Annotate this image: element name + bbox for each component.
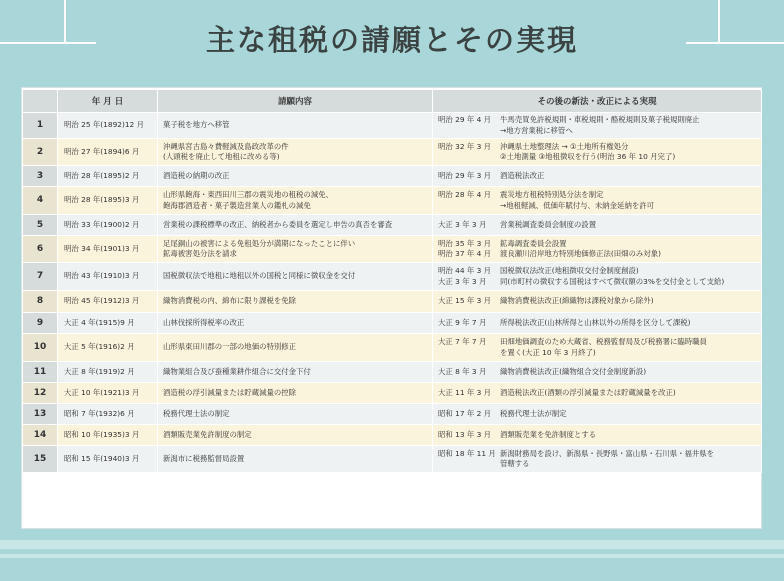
petition-date: 明治 25 年(1892)12 月 bbox=[58, 113, 158, 139]
result-date: 明治 29 年 3 月 bbox=[438, 170, 492, 180]
row-number: 4 bbox=[23, 187, 58, 215]
petition-date: 大正 10 年(1921)3 月 bbox=[58, 383, 158, 404]
realization-result bbox=[433, 263, 762, 291]
page-title: 主な租税の請願とその実現 bbox=[205, 22, 578, 57]
result-line bbox=[438, 266, 756, 277]
result-text: 管轄する bbox=[500, 459, 530, 468]
result-line bbox=[438, 201, 756, 212]
title-band bbox=[0, 10, 784, 66]
realization-result bbox=[433, 446, 762, 473]
result-date: 明治 29 年 4 月 bbox=[438, 115, 492, 124]
header-content: 請願内容 bbox=[158, 90, 433, 113]
row-number: 10 bbox=[23, 334, 58, 362]
petition-content bbox=[158, 383, 433, 404]
result-text: を置く(大正 10 年 3 月終了) bbox=[500, 347, 596, 357]
bottom-band-1 bbox=[0, 540, 784, 549]
realization-result bbox=[433, 313, 762, 334]
table-row bbox=[23, 404, 762, 425]
header-date: 年 月 日 bbox=[58, 90, 158, 113]
petition-date: 大正 4 年(1915)9 月 bbox=[58, 313, 158, 334]
petition-content bbox=[158, 404, 433, 425]
result-date: 大正 3 年 3 月 bbox=[438, 276, 487, 286]
result-text: 牛馬売買免許税規則・車税規則・酪税規則及菓子税規則廃止 bbox=[500, 115, 700, 124]
realization-result bbox=[433, 139, 762, 166]
row-number: 2 bbox=[23, 139, 58, 166]
result-date bbox=[438, 152, 500, 163]
petition-content-line: 酒類販売業免許制度の制定 bbox=[163, 429, 252, 439]
petition-content bbox=[158, 334, 433, 362]
petition-content-line: 営業税の課税標準の改正、納税者から委員を選定し申告の真否を審査 bbox=[163, 219, 393, 229]
row-number: 3 bbox=[23, 166, 58, 187]
result-text: 渡良瀬川沿岸地方特別地価修正法(田畑のみ対象) bbox=[500, 249, 661, 258]
result-text: 酒造税法改正 bbox=[500, 170, 545, 180]
realization-result bbox=[433, 404, 762, 425]
petition-date: 明治 28 年(1895)2 月 bbox=[58, 166, 158, 187]
result-date: 昭和 13 年 3 月 bbox=[438, 429, 492, 439]
petition-content-line: 国税徴収法で地租に地租以外の国税と同様に徴収金を交付 bbox=[163, 271, 356, 281]
petition-content-line: 織物消費税の内、綿布に限り課税を免除 bbox=[163, 296, 297, 306]
result-text: 所得税法改正(山林所得と山林以外の所得を区分して課税) bbox=[500, 317, 691, 327]
result-text: 税務代理士法が制定 bbox=[500, 408, 567, 418]
row-number: 12 bbox=[23, 383, 58, 404]
result-date: 大正 8 年 3 月 bbox=[438, 366, 487, 376]
petition-content-line: 新潟市に税務監督局設置 bbox=[163, 453, 245, 463]
table-row bbox=[23, 139, 762, 166]
result-text: 国税徴収法改正(地租徴収交付金制度創設) bbox=[500, 266, 639, 275]
result-text: 酒類販売業を免許制度とする bbox=[500, 429, 597, 439]
table-row bbox=[23, 425, 762, 446]
petition-content bbox=[158, 113, 433, 139]
row-number: 13 bbox=[23, 404, 58, 425]
petition-date: 昭和 10 年(1935)3 月 bbox=[58, 425, 158, 446]
result-date: 明治 28 年 4 月 bbox=[438, 190, 492, 199]
table-row bbox=[23, 113, 762, 139]
result-date: 明治 37 年 4 月 bbox=[438, 249, 492, 258]
result-text: 震災地方租税特別処分法を制定 bbox=[500, 190, 604, 199]
result-line bbox=[438, 449, 756, 460]
result-date bbox=[438, 201, 500, 212]
petition-content bbox=[158, 263, 433, 291]
petition-date: 明治 28 年(1895)3 月 bbox=[58, 187, 158, 215]
result-line bbox=[438, 126, 756, 137]
result-date bbox=[438, 126, 500, 137]
petition-content bbox=[158, 362, 433, 383]
realization-result bbox=[433, 362, 762, 383]
result-line bbox=[438, 142, 756, 153]
petition-content-line: 酒造税の納期の改正 bbox=[163, 170, 230, 180]
petition-date: 明治 33 年(1900)2 月 bbox=[58, 215, 158, 236]
petition-content-line: 鉱毒被害処分法を請求 bbox=[163, 249, 237, 258]
petition-date: 明治 34 年(1901)3 月 bbox=[58, 236, 158, 263]
result-text: 営業税調査委員会制度の設置 bbox=[500, 219, 597, 229]
petition-content-line: (人頭税を廃止して地租に改める等) bbox=[163, 152, 280, 161]
result-text: 織物消費税法改正(綿織物は課税対象から除外) bbox=[500, 296, 654, 306]
row-number: 8 bbox=[23, 291, 58, 313]
result-date: 大正 11 年 3 月 bbox=[438, 387, 492, 397]
result-line bbox=[438, 430, 756, 441]
petition-content-line: 織物業組合及び蚕種業耕作組合に交付金下付 bbox=[163, 366, 311, 376]
realization-result bbox=[433, 291, 762, 313]
bottom-band-2 bbox=[0, 554, 784, 558]
result-text: 田畑地価調査のため大蔵省、税務監督局及び税務署に臨時職員 bbox=[500, 337, 707, 346]
petition-date: 大正 5 年(1916)2 月 bbox=[58, 334, 158, 362]
result-line bbox=[438, 318, 756, 329]
result-line bbox=[438, 459, 756, 470]
row-number: 6 bbox=[23, 236, 58, 263]
table-row bbox=[23, 334, 762, 362]
realization-result bbox=[433, 215, 762, 236]
result-text: 鉱毒調査委員会設置 bbox=[500, 238, 567, 248]
table-row bbox=[23, 291, 762, 313]
realization-result bbox=[433, 383, 762, 404]
realization-result bbox=[433, 113, 762, 139]
result-line bbox=[438, 367, 756, 378]
result-date: 大正 3 年 3 月 bbox=[438, 219, 487, 229]
table-row bbox=[23, 166, 762, 187]
result-text: 新潟財務局を設け、新潟県・長野県・富山県・石川県・福井県を bbox=[500, 448, 715, 458]
result-line bbox=[438, 249, 756, 260]
table-row bbox=[23, 362, 762, 383]
result-line bbox=[438, 190, 756, 201]
result-line bbox=[438, 277, 756, 288]
result-line bbox=[438, 388, 756, 399]
result-date: 明治 32 年 3 月 bbox=[438, 141, 492, 151]
result-date: 明治 35 年 3 月 bbox=[438, 238, 492, 248]
realization-result bbox=[433, 334, 762, 362]
realization-result bbox=[433, 166, 762, 187]
petition-content-line: 足尾銅山の被害による免租処分が満期になったことに伴い bbox=[163, 238, 356, 248]
petition-content bbox=[158, 291, 433, 313]
result-line bbox=[438, 115, 756, 126]
petition-date: 明治 45 年(1912)3 月 bbox=[58, 291, 158, 313]
petition-content bbox=[158, 187, 433, 215]
row-number: 1 bbox=[23, 113, 58, 139]
petition-content bbox=[158, 236, 433, 263]
row-number: 9 bbox=[23, 313, 58, 334]
result-line bbox=[438, 171, 756, 182]
petition-date: 明治 27 年(1894)6 月 bbox=[58, 139, 158, 166]
table-row bbox=[23, 263, 762, 291]
table-row bbox=[23, 383, 762, 404]
row-number: 15 bbox=[23, 446, 58, 473]
result-text: 同(市町村の徴収する国税はすべて徴収額の3%を交付金として支給) bbox=[500, 276, 725, 286]
petition-content-line: 沖縄県宮古島々費軽減及島政改革の件 bbox=[163, 141, 289, 151]
petition-content-line: 山形県飽海・東西田川三郡の震災地の租税の減免、 bbox=[163, 190, 333, 199]
petition-content bbox=[158, 425, 433, 446]
result-line bbox=[438, 296, 756, 307]
header-result: その後の新法・改正による実現 bbox=[433, 90, 762, 113]
table-row bbox=[23, 313, 762, 334]
result-text: 織物消費税法改正(織物組合交付金制度新設) bbox=[500, 366, 647, 376]
table-header-row bbox=[23, 90, 762, 113]
realization-result bbox=[433, 236, 762, 263]
petition-content-line: 酒造税の浮引減量または貯蔵減量の控除 bbox=[163, 387, 297, 397]
row-number: 14 bbox=[23, 425, 58, 446]
result-line bbox=[438, 220, 756, 231]
table-row bbox=[23, 446, 762, 473]
result-date: 昭和 17 年 2 月 bbox=[438, 408, 492, 418]
petition-content-line: 山林伐採所得税率の改正 bbox=[163, 317, 245, 327]
result-text: ②土地測量 ③地租徴収を行う(明治 36 年 10 月完了) bbox=[500, 152, 676, 161]
table-panel bbox=[21, 87, 762, 529]
result-date: 昭和 18 年 11 月 bbox=[438, 448, 496, 458]
petition-content-line: 菓子税を地方へ移管 bbox=[163, 120, 230, 130]
result-line bbox=[438, 337, 756, 348]
petition-date: 大正 8 年(1919)2 月 bbox=[58, 362, 158, 383]
petition-content bbox=[158, 313, 433, 334]
result-text: 酒造税法改正(酒類の浮引減量または貯蔵減量を改正) bbox=[500, 387, 676, 397]
result-date bbox=[438, 459, 500, 470]
table-row bbox=[23, 236, 762, 263]
petition-content-line: 税務代理士法の制定 bbox=[163, 408, 230, 418]
realization-result bbox=[433, 187, 762, 215]
result-line bbox=[438, 152, 756, 163]
result-date bbox=[438, 348, 500, 359]
row-number: 5 bbox=[23, 215, 58, 236]
petition-date: 明治 43 年(1910)3 月 bbox=[58, 263, 158, 291]
realization-result bbox=[433, 425, 762, 446]
petition-date: 昭和 7 年(1932)6 月 bbox=[58, 404, 158, 425]
petition-content bbox=[158, 446, 433, 473]
result-date: 大正 7 年 7 月 bbox=[438, 337, 487, 346]
result-text: →地方営業税に移管へ bbox=[500, 125, 573, 135]
result-line bbox=[438, 409, 756, 420]
petition-content-line: 飽海郡酒造者・菓子製造営業人の鑑札の減免 bbox=[163, 200, 311, 210]
petition-content bbox=[158, 139, 433, 166]
result-line bbox=[438, 348, 756, 359]
result-text: →地租軽減、低価年賦付与、未納金延納を許可 bbox=[500, 200, 655, 210]
result-date: 大正 15 年 3 月 bbox=[438, 296, 492, 306]
result-text: 沖縄県土地整理法 → ①土地所有権処分 bbox=[500, 141, 629, 151]
row-number: 11 bbox=[23, 362, 58, 383]
table-row bbox=[23, 187, 762, 215]
petition-date: 昭和 15 年(1940)3 月 bbox=[58, 446, 158, 473]
petition-content bbox=[158, 166, 433, 187]
header-no bbox=[23, 90, 58, 113]
petition-content-line: 山形県東田川郡の一部の地価の特別修正 bbox=[163, 342, 297, 352]
result-date: 明治 44 年 3 月 bbox=[438, 266, 492, 275]
petition-content bbox=[158, 215, 433, 236]
petition-table bbox=[22, 89, 762, 473]
row-number: 7 bbox=[23, 263, 58, 291]
table-row bbox=[23, 215, 762, 236]
result-date: 大正 9 年 7 月 bbox=[438, 317, 487, 327]
table-body bbox=[23, 113, 762, 473]
result-line bbox=[438, 239, 756, 250]
